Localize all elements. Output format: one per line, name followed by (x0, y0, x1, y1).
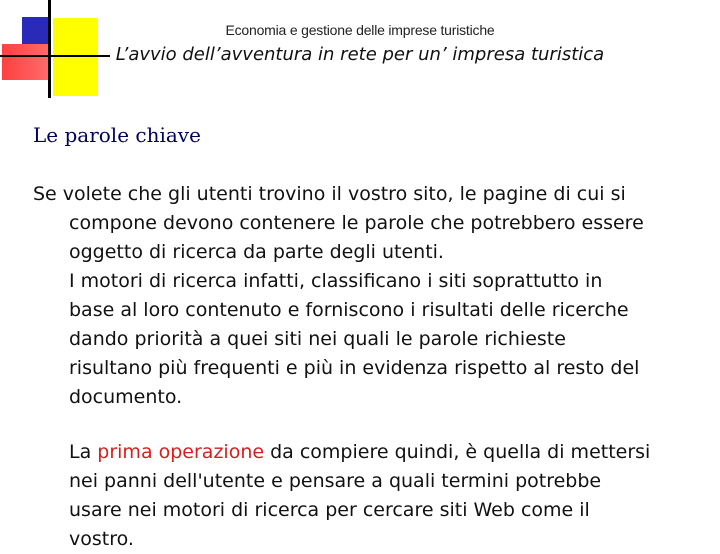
paragraph-line: dando priorità a quei siti nei quali le parole richieste (69, 328, 566, 350)
paragraph-line: base al loro contenuto e forniscono i risultati delle ricerche (69, 299, 629, 321)
paragraph-line: nei panni dell'utente e pensare a quali termini potrebbe (69, 470, 602, 492)
paragraph-first-step (33, 438, 717, 554)
intro-text: La (69, 441, 98, 463)
paragraph-line: usare nei motori di ricerca per cercare siti Web come il (69, 499, 590, 521)
highlight-text: prima operazione (97, 441, 265, 463)
paragraph-line: vostro. (69, 528, 134, 550)
paragraph-keywords (33, 180, 717, 412)
line-rest-text: da compiere quindi, è quella di mettersi (264, 441, 651, 463)
paragraph-line: I motori di ricerca infatti, classificano i siti soprattutto in (69, 270, 603, 292)
paragraph-line: Se volete che gli utenti trovino il vostro sito, le pagine di cui si (33, 183, 626, 205)
slide-title: L’avvio dell’avventura in rete per un’ impresa turistica (115, 44, 605, 65)
paragraph-line: oggetto di ricerca da parte degli utenti. (69, 241, 444, 263)
slide-subtitle: Economia e gestione delle imprese turistiche (225, 22, 495, 38)
paragraph-line: risultano più frequenti e più in evidenza rispetto al resto del (69, 357, 640, 379)
paragraph-line: documento. (69, 386, 183, 408)
paragraph-line (33, 438, 717, 467)
paragraph-line: compone devono contenere le parole che potrebbero essere (69, 212, 644, 234)
section-heading: Le parole chiave (33, 123, 201, 147)
